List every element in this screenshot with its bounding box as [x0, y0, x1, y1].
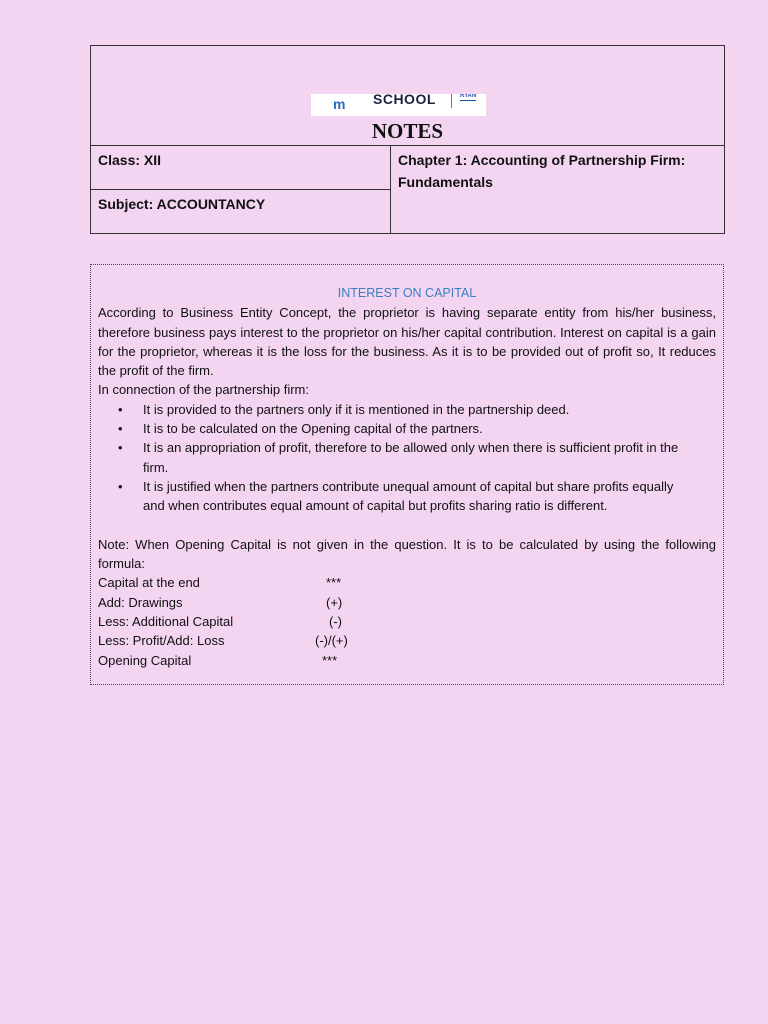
- formula-label: Add: Drawings: [98, 594, 183, 610]
- list-item-text: It is an appropriation of profit, therefore to be allowed only when there is sufficient profit in the firm.: [143, 440, 679, 475]
- school-logo: [311, 94, 486, 116]
- section-heading: INTEREST ON CAPITAL: [337, 286, 477, 300]
- logo-row: [91, 46, 724, 146]
- subject-cell: [91, 190, 391, 233]
- class-cell: [91, 146, 391, 190]
- formula-sign: (-): [329, 614, 342, 630]
- chapter-label: Chapter 1: Accounting of Partnership Firm: Fundamentals: [398, 152, 686, 190]
- spacer: [98, 516, 716, 535]
- formula-row: [98, 593, 716, 612]
- formula-sign: (+): [326, 594, 343, 610]
- list-item-text: It is to be calculated on the Opening capital of the partners.: [143, 421, 483, 437]
- content-box: [90, 264, 724, 685]
- page-title: NOTES: [371, 119, 444, 143]
- formula-row: [98, 651, 716, 670]
- logo-school-text: SCHOOL: [373, 94, 436, 107]
- list-item: [98, 438, 716, 477]
- formula-label: Less: Additional Capital: [98, 614, 234, 630]
- list-item: [98, 419, 716, 438]
- bullet-icon: •: [118, 421, 123, 437]
- formula-label: Less: Profit/Add: Loss: [98, 633, 225, 649]
- intro-paragraph: According to Business Entity Concept, the proprietor is having separate entity from his/her business, therefore business pays interest to the proprietor on his/her capital contribution. Interest on capital is a gain for the proprietor, whereas it is the loss for the business. As it is to be provided out of profit so, It reduces the profit of the firm.: [98, 305, 716, 379]
- logo-brand: RYAN: [460, 94, 477, 99]
- list-item-text: It is justified when the partners contribute unequal amount of capital but share profits equally and when contributes equal amount of capital but profits sharing ratio is different.: [143, 478, 674, 514]
- bullet-icon: •: [118, 401, 123, 417]
- list-item: [98, 400, 716, 419]
- logo-divider: [451, 94, 452, 108]
- bullet-list: [98, 400, 716, 516]
- list-item: [98, 477, 716, 516]
- logo-mark: m: [333, 96, 344, 112]
- formula-row: [98, 612, 716, 631]
- formula-block: [98, 573, 716, 669]
- formula-sign: ***: [326, 575, 342, 591]
- list-item-text: It is provided to the partners only if it is mentioned in the partnership deed.: [143, 401, 570, 417]
- formula-label: Capital at the end: [98, 575, 200, 591]
- content-body: [98, 284, 716, 670]
- header-table: [90, 45, 725, 234]
- class-label: Class: XII: [98, 152, 162, 168]
- note-paragraph: Note: When Opening Capital is not given in the question. It is to be calculated by using the following formula:: [98, 536, 716, 572]
- formula-row: [98, 631, 716, 650]
- bullet-icon: •: [118, 440, 123, 456]
- formula-sign: ***: [322, 652, 338, 668]
- formula-row: [98, 573, 716, 592]
- connection-line: In connection of the partnership firm:: [98, 382, 310, 398]
- subject-label: Subject: ACCOUNTANCY: [98, 196, 266, 212]
- bullet-icon: •: [118, 478, 123, 494]
- formula-sign: (-)/(+): [315, 633, 348, 649]
- formula-label: Opening Capital: [98, 652, 192, 668]
- chapter-cell: [391, 146, 724, 233]
